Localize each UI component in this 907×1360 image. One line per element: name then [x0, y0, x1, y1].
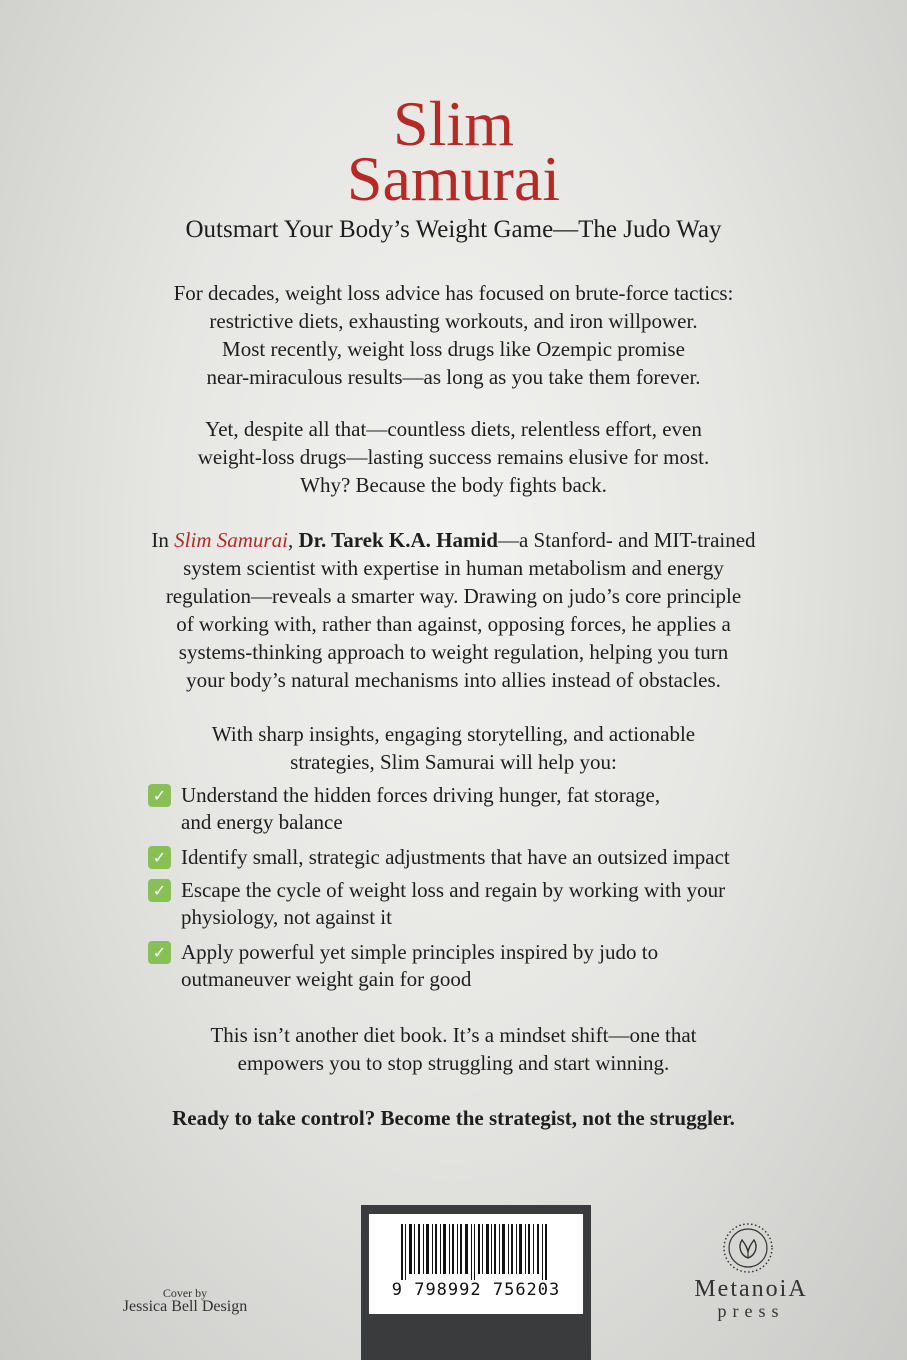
isbn-number: 9 798992 756203 — [391, 1280, 561, 1300]
text-line: systems-thinking approach to weight regulation, helping you turn — [178, 640, 729, 664]
text-line: restrictive diets, exhausting workouts, and iron willpower. — [209, 309, 698, 333]
text-line: Identify small, strategic adjustments that have an outsized impact — [181, 845, 730, 869]
check-mark-icon: ✓ — [148, 846, 171, 869]
intro-paragraph — [60, 279, 847, 391]
text-line: Understand the hidden forces driving hunger, fat storage, — [181, 783, 661, 807]
text-line: system scientist with expertise in human metabolism and energy — [183, 556, 724, 580]
barcode-panel — [361, 1205, 591, 1360]
text-line: near-miraculous results—as long as you take them forever. — [206, 365, 701, 389]
text-line: physiology, not against it — [181, 905, 392, 929]
publisher-sub: press — [717, 1301, 785, 1321]
text-line: For decades, weight loss advice has focused on brute-force tactics: — [173, 281, 734, 305]
inline-book-title: Slim Samurai — [174, 528, 288, 552]
problem-paragraph — [60, 415, 847, 499]
text-line: Apply powerful yet simple principles inspired by judo to — [181, 940, 659, 964]
book-title-line2: Samurai — [346, 143, 561, 214]
text-line: empowers you to stop struggling and start winning. — [237, 1051, 670, 1075]
text-line: Yet, despite all that—countless diets, relentless effort, even — [205, 417, 702, 441]
author-paragraph — [60, 526, 847, 694]
text-line: This isn’t another diet book. It’s a mindset shift—one that — [210, 1023, 697, 1047]
text-line: your body’s natural mechanisms into allies instead of obstacles. — [186, 668, 721, 692]
book-title-line1: Slim — [393, 88, 514, 159]
cover-credit-name: Jessica Bell Design — [122, 1298, 248, 1315]
publisher-logo-icon — [722, 1222, 774, 1274]
cover-credit-label: Cover by — [162, 1286, 208, 1300]
publisher-name: MetanoiA — [694, 1276, 808, 1302]
benefits-intro-paragraph — [60, 720, 847, 776]
text-line: Escape the cycle of weight loss and regain by working with your — [181, 878, 726, 902]
barcode — [369, 1214, 583, 1314]
text-line: With sharp insights, engaging storytelling, and actionable — [211, 722, 696, 746]
text-line: outmaneuver weight gain for good — [181, 967, 472, 991]
text-line: strategies, Slim Samurai will help you: — [290, 750, 617, 774]
author-name: Dr. Tarek K.A. Hamid — [298, 528, 498, 552]
check-mark-icon: ✓ — [148, 784, 171, 807]
closing-tagline: Ready to take control? Become the strategist, not the struggler. — [172, 1106, 735, 1130]
check-mark-icon: ✓ — [148, 879, 171, 902]
text-line: and energy balance — [181, 810, 343, 834]
text-line: In Slim Samurai, Dr. Tarek K.A. Hamid—a Stanford- and MIT-trained — [151, 528, 756, 552]
check-mark-icon: ✓ — [148, 941, 171, 964]
barcode-bars-icon — [401, 1224, 551, 1280]
text-line: of working with, rather than against, opposing forces, he applies a — [176, 612, 731, 636]
mindset-paragraph — [60, 1021, 847, 1077]
book-subtitle: Outsmart Your Body’s Weight Game—The Judo Way — [185, 216, 722, 243]
text-line: Why? Because the body fights back. — [300, 473, 607, 497]
text-line: Most recently, weight loss drugs like Ozempic promise — [222, 337, 685, 361]
text-line: weight-loss drugs—lasting success remains elusive for most. — [197, 445, 710, 469]
text-line: regulation—reveals a smarter way. Drawing on judo’s core principle — [165, 584, 742, 608]
